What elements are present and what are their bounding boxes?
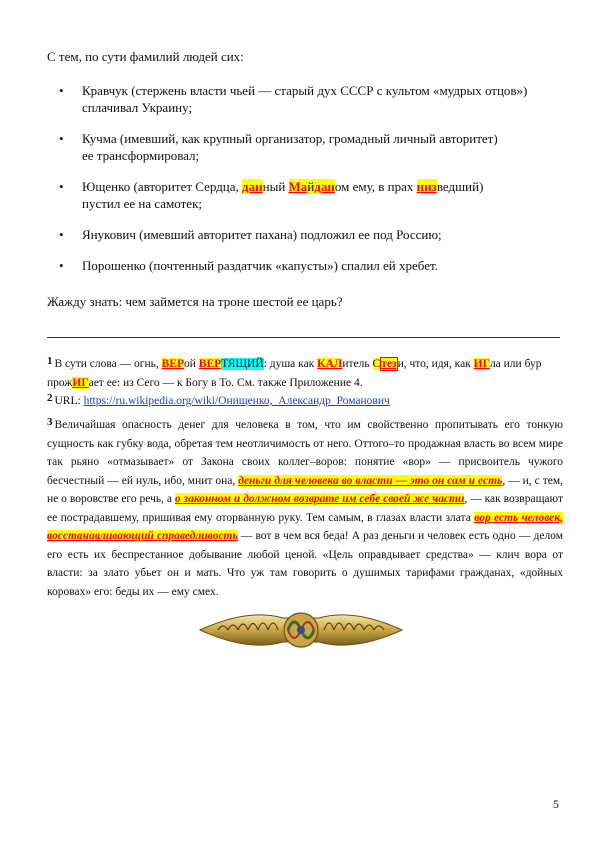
highlight: дан [242, 179, 263, 194]
highlight: низ [416, 179, 437, 194]
bullet: • [59, 83, 64, 98]
footnote-1: $^1$ В сути слова — огнь, ВЕРой ВЕРТЯЩИЙ: душа как КАЛитель Стези, что, идя, как ИГла или бур прожИГает ее: из Сего — к Богу в То. См. также Приложение 4. [47, 355, 542, 389]
footnote-3: $^3$ Величайшая опасность денег для человека в том, что им свойственно пропитывать его тонкую сущность как губку вода, обретая тем неотличимость от него. Оттого–то продажная власть во всем мире так рьяно «отмазывает» от Закона своих коллег–воров: понятие «вор» — присвоитель чужого бесчестный — ей нуль, ибо, мнит она, деньги для человека во власти — это он сам и есть, — и, с тем, не о воровстве его речь, а о законном и должном возврате им себе своей же части, — как возвращают ее пострадавшему, пришивая ему оторванную руку. Тем самым, в глазах власти злата вор есть человек, восстанавливающий справедливость — вот в чем вся беда! А раз деньги и человек есть одно — делом его есть их беспрестанное добывание любой ценой. «Цель оправдывает средства» — клич вора от власти: за злато убьет он и мать. Что уж там говорить о душимых тарифами гражданах, «дойных коровах» его: беды их — ему смех. [47, 416, 563, 598]
bullet: • [59, 227, 64, 242]
intro-text: С тем, по сути фамилий людей сих: [47, 49, 244, 64]
list-item: • Кравчук (стержень власти чьей — старый дух СССР с культом «мудрых отцов») сплачивал Украину; [59, 83, 528, 115]
highlight: вор есть человек, восстанавливающий справедливость [47, 511, 563, 542]
highlight: деньги для человека во власти — это он сам и есть [238, 474, 503, 487]
list-item: • Кучма (имевший, как крупный организатор, громадный личный авторитет) ее трансформировал; [59, 131, 498, 163]
surname-list [47, 82, 567, 288]
footnote-number: 1 [47, 355, 53, 367]
list-item: • Янукович (имевший авторитет пахана) подложил ее под Россию; [59, 227, 442, 242]
list-item: • Порошенко (почтенный раздатчик «капусты») спалил ей хребет. [59, 258, 438, 273]
bullet: • [59, 179, 64, 194]
wikipedia-link[interactable]: https://ru.wikipedia.org/wiki/Онищенко,_Александр_Романович [83, 395, 390, 407]
question-text: Жажду знать: чем займется на троне шестой ее царь? [47, 294, 343, 309]
highlight: Ма [288, 179, 308, 194]
page-number: 5 [553, 797, 559, 811]
highlight: дан [314, 179, 335, 194]
highlight: о законном и должном возврате им себе своей же части [174, 493, 465, 505]
footnote-number: 2 [47, 392, 53, 404]
footnote-separator [47, 337, 560, 338]
decorative-ornament [198, 600, 404, 660]
footnote-number: 3 [47, 416, 53, 428]
bullet: • [59, 258, 64, 273]
footnote-2: $^2$ URL: https://ru.wikipedia.org/wiki/Онищенко,_Александр_Романович [47, 392, 390, 407]
list-item: • Ющенко (авторитет Сердца, данный Майданом ему, в прах низведший) пустил ее на самотек; [59, 179, 484, 211]
bullet: • [59, 131, 64, 146]
